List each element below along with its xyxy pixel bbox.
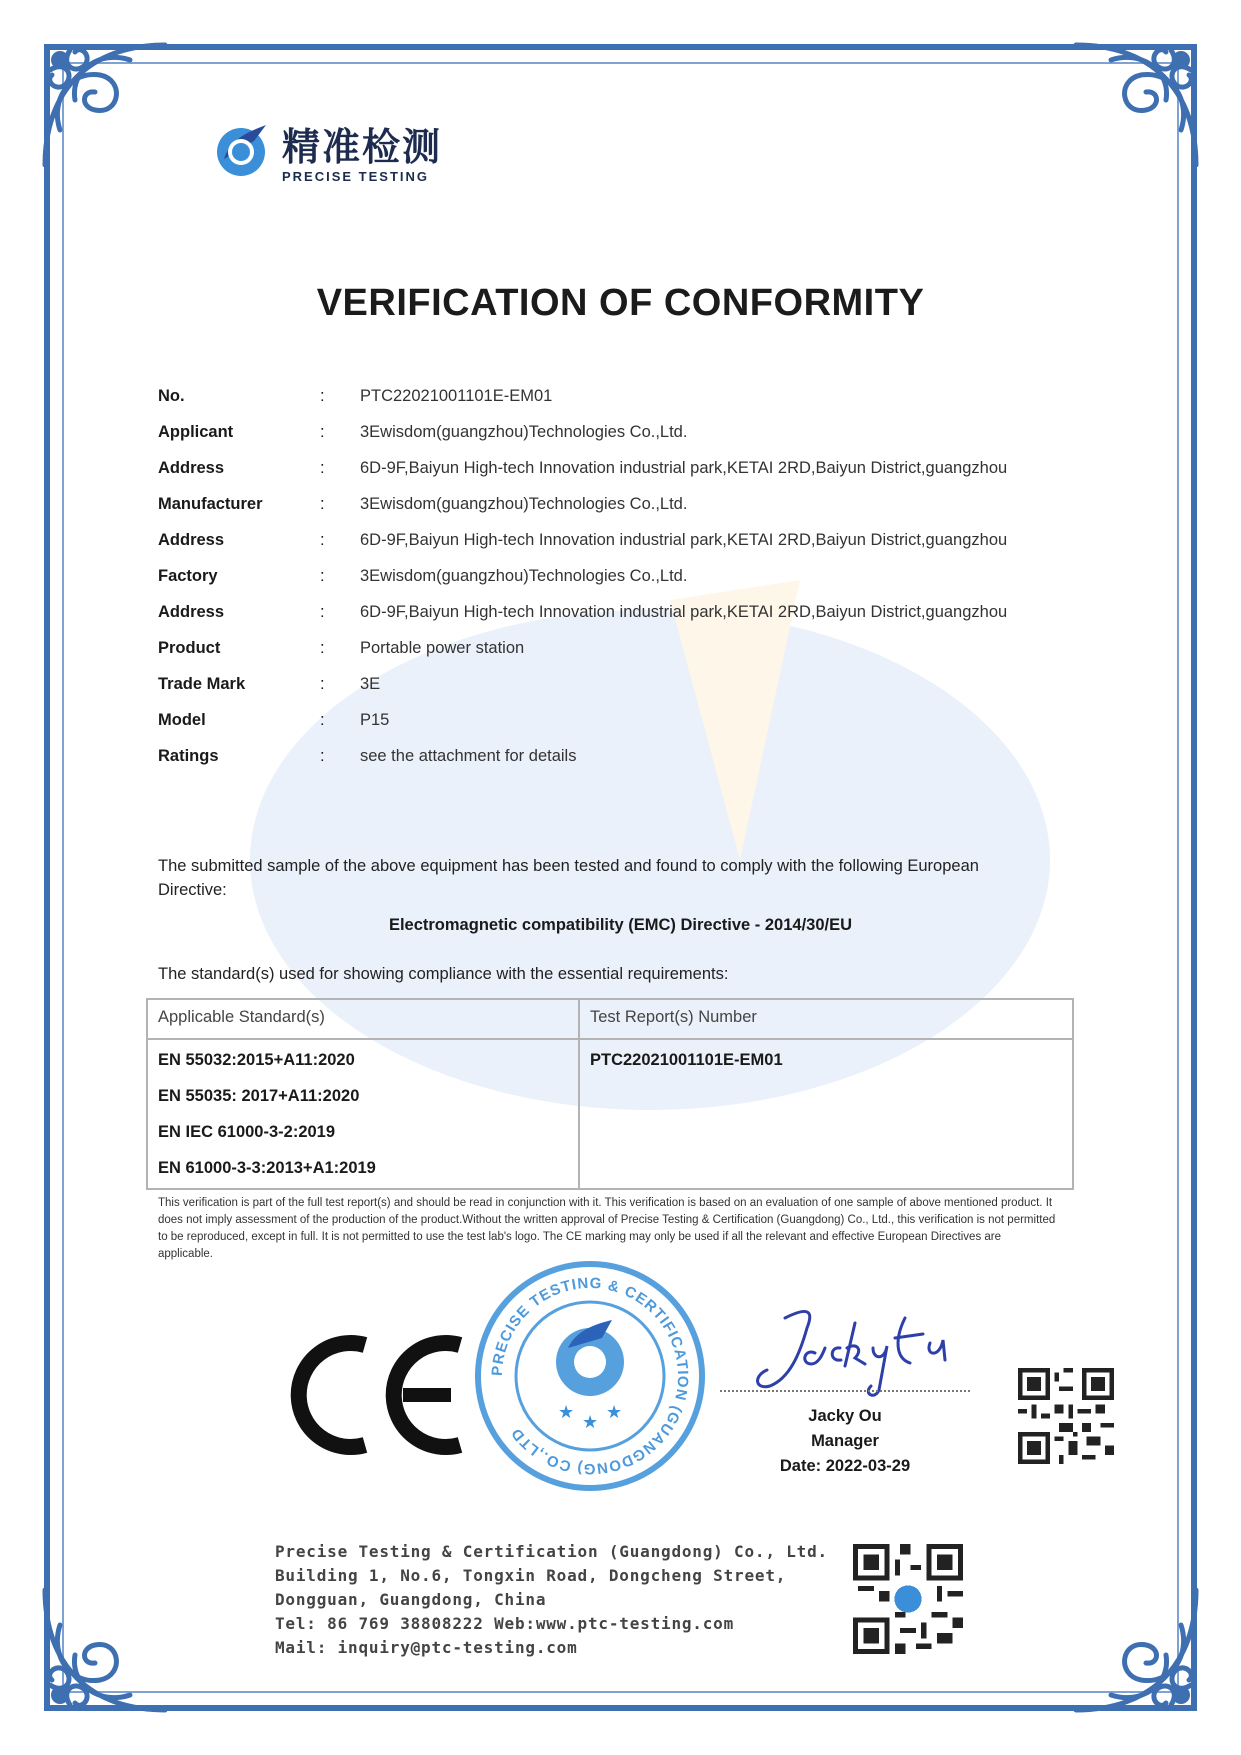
ce-mark-icon	[285, 1330, 470, 1460]
standards-table	[146, 998, 1074, 1190]
directive-name: Electromagnetic compatibility (EMC) Directive - 2014/30/EU	[388, 916, 853, 934]
field-value: 3E	[360, 675, 381, 693]
field-label: Applicant	[158, 423, 234, 441]
company-logo	[210, 115, 442, 185]
document-title: VERIFICATION OF CONFORMITY	[316, 282, 925, 324]
field-label: Product	[158, 639, 221, 657]
svg-text:★: ★	[582, 1412, 599, 1432]
field-value: PTC22021001101E-EM01	[360, 387, 553, 405]
qr-code-icon[interactable]	[1018, 1368, 1114, 1464]
standard-item: EN IEC 61000-3-2:2019	[158, 1123, 336, 1141]
signature-line	[720, 1390, 970, 1392]
standard-item: EN 55035: 2017+A11:2020	[158, 1087, 360, 1105]
disclaimer-text: This verification is part of the full test report(s) and should be read in conjunction with it. This verification is based on an evaluation of one sample of above mentioned product. It does not imply assessment of the production of the product.Without the written approval of Precise Testing & Certification (Guangdong) Co., Ltd., this verification is not permitted to be reproduced, except in full. It is not permitted to use the test lab's logo. The CE marking may only be used if all the relevant and effective European Directives are applicable.	[158, 1197, 1056, 1260]
field-colon: :	[320, 747, 325, 765]
svg-text:★: ★	[558, 1402, 575, 1422]
field-row	[158, 744, 1018, 768]
compliance-statement: The submitted sample of the above equipment has been tested and found to comply with the following European Directive:	[158, 857, 979, 899]
field-colon: :	[320, 711, 325, 729]
field-row	[158, 564, 1018, 588]
field-row	[158, 456, 1018, 480]
qr-code-icon[interactable]	[853, 1544, 963, 1654]
corner-ornament-icon	[1061, 30, 1211, 180]
field-row	[158, 384, 1018, 408]
field-row	[158, 492, 1018, 516]
field-label: No.	[158, 387, 185, 405]
report-header: Test Report(s) Number	[579, 999, 1073, 1039]
company-seal-icon	[472, 1258, 708, 1494]
corner-ornament-icon	[30, 30, 180, 180]
field-colon: :	[320, 639, 325, 657]
standards-intro: The standard(s) used for showing compliance with the essential requirements:	[158, 965, 729, 983]
field-row	[158, 672, 1018, 696]
signer-name: Jacky Ou	[808, 1407, 882, 1425]
standards-header: Applicable Standard(s)	[147, 999, 579, 1039]
field-value: see the attachment for details	[360, 747, 577, 765]
standard-item: EN 55032:2015+A11:2020	[158, 1051, 355, 1069]
field-label: Address	[158, 603, 225, 621]
report-cell	[579, 1039, 1073, 1189]
svg-text:★: ★	[606, 1402, 623, 1422]
field-label: Address	[158, 459, 225, 477]
corner-ornament-icon	[30, 1575, 180, 1725]
field-value: 6D-9F,Baiyun High-tech Innovation industrial park,KETAI 2RD,Baiyun District,guangzhou	[360, 603, 1008, 621]
field-value: Portable power station	[360, 639, 525, 657]
field-value: 3Ewisdom(guangzhou)Technologies Co.,Ltd.	[360, 423, 688, 441]
signer-block	[740, 1404, 950, 1479]
field-row	[158, 420, 1018, 444]
field-value: 3Ewisdom(guangzhou)Technologies Co.,Ltd.	[360, 567, 688, 585]
svg-text:PRECISE TESTING & CERTIFICATIO: PRECISE TESTING & CERTIFICATION (GUANGDONG) CO.,LTD	[488, 1274, 692, 1478]
field-label: Address	[158, 531, 225, 549]
field-colon: :	[320, 387, 325, 405]
report-number: PTC22021001101E-EM01	[590, 1051, 783, 1069]
signer-position: Manager	[811, 1432, 879, 1450]
field-value: 6D-9F,Baiyun High-tech Innovation industrial park,KETAI 2RD,Baiyun District,guangzhou	[360, 531, 1008, 549]
field-label: Model	[158, 711, 206, 729]
field-colon: :	[320, 459, 325, 477]
issuer-email: Mail: inquiry@ptc-testing.com	[275, 1638, 578, 1657]
field-row	[158, 528, 1018, 552]
logo-chinese-name: 精准检测	[282, 125, 443, 169]
field-value: 3Ewisdom(guangzhou)Technologies Co.,Ltd.	[360, 495, 688, 513]
logo-english-name: PRECISE TESTING	[282, 169, 430, 184]
ptc-logo-icon	[210, 119, 272, 181]
issuer-address-2: Dongguan, Guangdong, China	[275, 1590, 547, 1609]
field-label: Manufacturer	[158, 495, 263, 513]
field-label: Ratings	[158, 747, 219, 765]
field-colon: :	[320, 675, 325, 693]
issuer-name: Precise Testing & Certification (Guangdong) Co., Ltd.	[275, 1542, 828, 1561]
issuer-address-1: Building 1, No.6, Tongxin Road, Dongcheng Street,	[275, 1566, 787, 1585]
field-colon: :	[320, 603, 325, 621]
field-row	[158, 708, 1018, 732]
field-label: Factory	[158, 567, 218, 585]
field-label: Trade Mark	[158, 675, 246, 693]
field-colon: :	[320, 531, 325, 549]
standards-cell	[147, 1039, 579, 1189]
standard-item: EN 61000-3-3:2013+A1:2019	[158, 1159, 376, 1177]
field-colon: :	[320, 423, 325, 441]
corner-ornament-icon	[1061, 1575, 1211, 1725]
field-colon: :	[320, 567, 325, 585]
issuer-phone-web: Tel: 86 769 38808222 Web:www.ptc-testing.com	[275, 1614, 735, 1633]
field-colon: :	[320, 495, 325, 513]
field-row	[158, 636, 1018, 660]
issuer-contact	[275, 1540, 828, 1660]
issue-date: Date: 2022-03-29	[779, 1457, 911, 1475]
field-value: 6D-9F,Baiyun High-tech Innovation industrial park,KETAI 2RD,Baiyun District,guangzhou	[360, 459, 1008, 477]
certificate-fields	[158, 384, 1018, 780]
field-row	[158, 600, 1018, 624]
field-value: P15	[360, 711, 390, 729]
